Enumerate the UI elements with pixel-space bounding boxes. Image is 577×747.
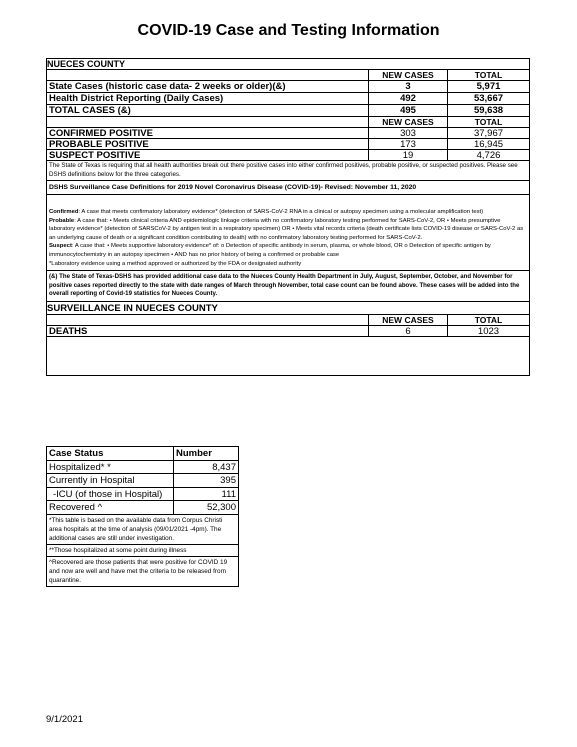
table-row: Hospitalized* * 8,437 <box>49 461 236 473</box>
hospital-data-note: *This table is based on the available data from Corpus Christi area hospitals at the time of analysis (09/01/2021 -4pm). The additional cases are still under investigation. <box>47 515 238 545</box>
definitions-title: DSHS Surveillance Case Definitions for 2019 Novel Coronavirus Disease (COVID-19)- Revised: November 11, 2020 <box>47 181 529 195</box>
deaths-column-headers: NEW CASES TOTAL <box>47 315 529 326</box>
table-row: PROBABLE POSITIVE 173 16,945 <box>47 139 529 150</box>
case-status-header: Case Status Number <box>47 447 238 461</box>
table-row: SUSPECT POSITIVE 19 4,726 <box>47 150 529 161</box>
state-note: The State of Texas is requiring that all health authorities break out there positive cases into either confirmed positives, probable positive, or suspected positives. Please see DSHS definitions below for the three categories. <box>47 161 529 181</box>
table-row: Recovered ^ 52,300 <box>49 502 236 513</box>
surveillance-header: SURVEILLANCE IN NUECES COUNTY <box>47 302 529 315</box>
nueces-county-table <box>46 58 530 376</box>
col-new-cases: NEW CASES <box>369 70 448 80</box>
blank-area <box>47 337 529 375</box>
deaths-row: DEATHS 6 1023 <box>47 326 529 337</box>
page-title: COVID-19 Case and Testing Information <box>137 22 440 39</box>
cases-column-headers <box>47 70 529 81</box>
footer-date: 9/1/2021 <box>46 714 83 725</box>
hospitalized-note: **Those hospitalized at some point during illness <box>47 545 238 557</box>
table-row: -ICU (of those in Hospital) 111 <box>47 488 238 502</box>
table-row: CONFIRMED POSITIVE 303 37,967 <box>47 128 529 139</box>
positives-column-headers: NEW CASES TOTAL <box>47 117 529 128</box>
table-row: TOTAL CASES (&) 495 59,638 <box>47 105 529 117</box>
table-row: Currently in Hospital 395 <box>49 475 236 486</box>
state-data-note: (&) The State of Texas-DSHS has provided additional case data to the Nueces County Health Department in July, August, September, October, and November for positive cases reported directly to the state with date ranges of March through November, total case count can be found above. These cases will be added into the overall reporting of Covid-19 statistics for Nueces County. <box>47 271 529 302</box>
table-row: Health District Reporting (Daily Cases) 492 53,667 <box>47 93 529 105</box>
table-row: State Cases (historic case data- 2 weeks or older)(&) 3 5,971 <box>47 81 529 93</box>
col-total: TOTAL <box>474 70 503 80</box>
recovered-note: ^Recovered are those patients that were positive for COVID 19 and now are well and have met the criteria to be released from quarantine. <box>49 558 228 584</box>
case-status-table <box>46 446 239 587</box>
county-header: NUECES COUNTY <box>47 59 529 70</box>
case-definitions: Confirmed: A case that meets confirmatory laboratory evidence* (detection of SARS-CoV-2 RNA in a clinical or autopsy specimen using a molecular amplification test) Probable: A case that: • Meets clinical criteria AND epidemiologic linkage criteria with no confirmatory laboratory testing performed for SARS-CoV-2, OR • Meets presumptive laboratory evidence* (detection of SARSCoV-2 by antigen test in a respiratory specimen) OR • Meets vital records criteria (death certificate lists COVID-19 disease or SARS-CoV-2 as an underlying cause of death or a significant condition contributing to death) with no confirmatory laboratory testing performed for SARS-CoV-2. Suspect: A case that: • Meets supportive laboratory evidence* of: o Detection of specific antibody in serum, plasma, or whole blood, OR o Detection of specific antigen by immunocytochemistry in an autopsy specimen • AND has no prior history of being a confirmed or probable case *Laboratory evidence using a method approved or authorized by the FDA or designated authority <box>47 195 529 271</box>
